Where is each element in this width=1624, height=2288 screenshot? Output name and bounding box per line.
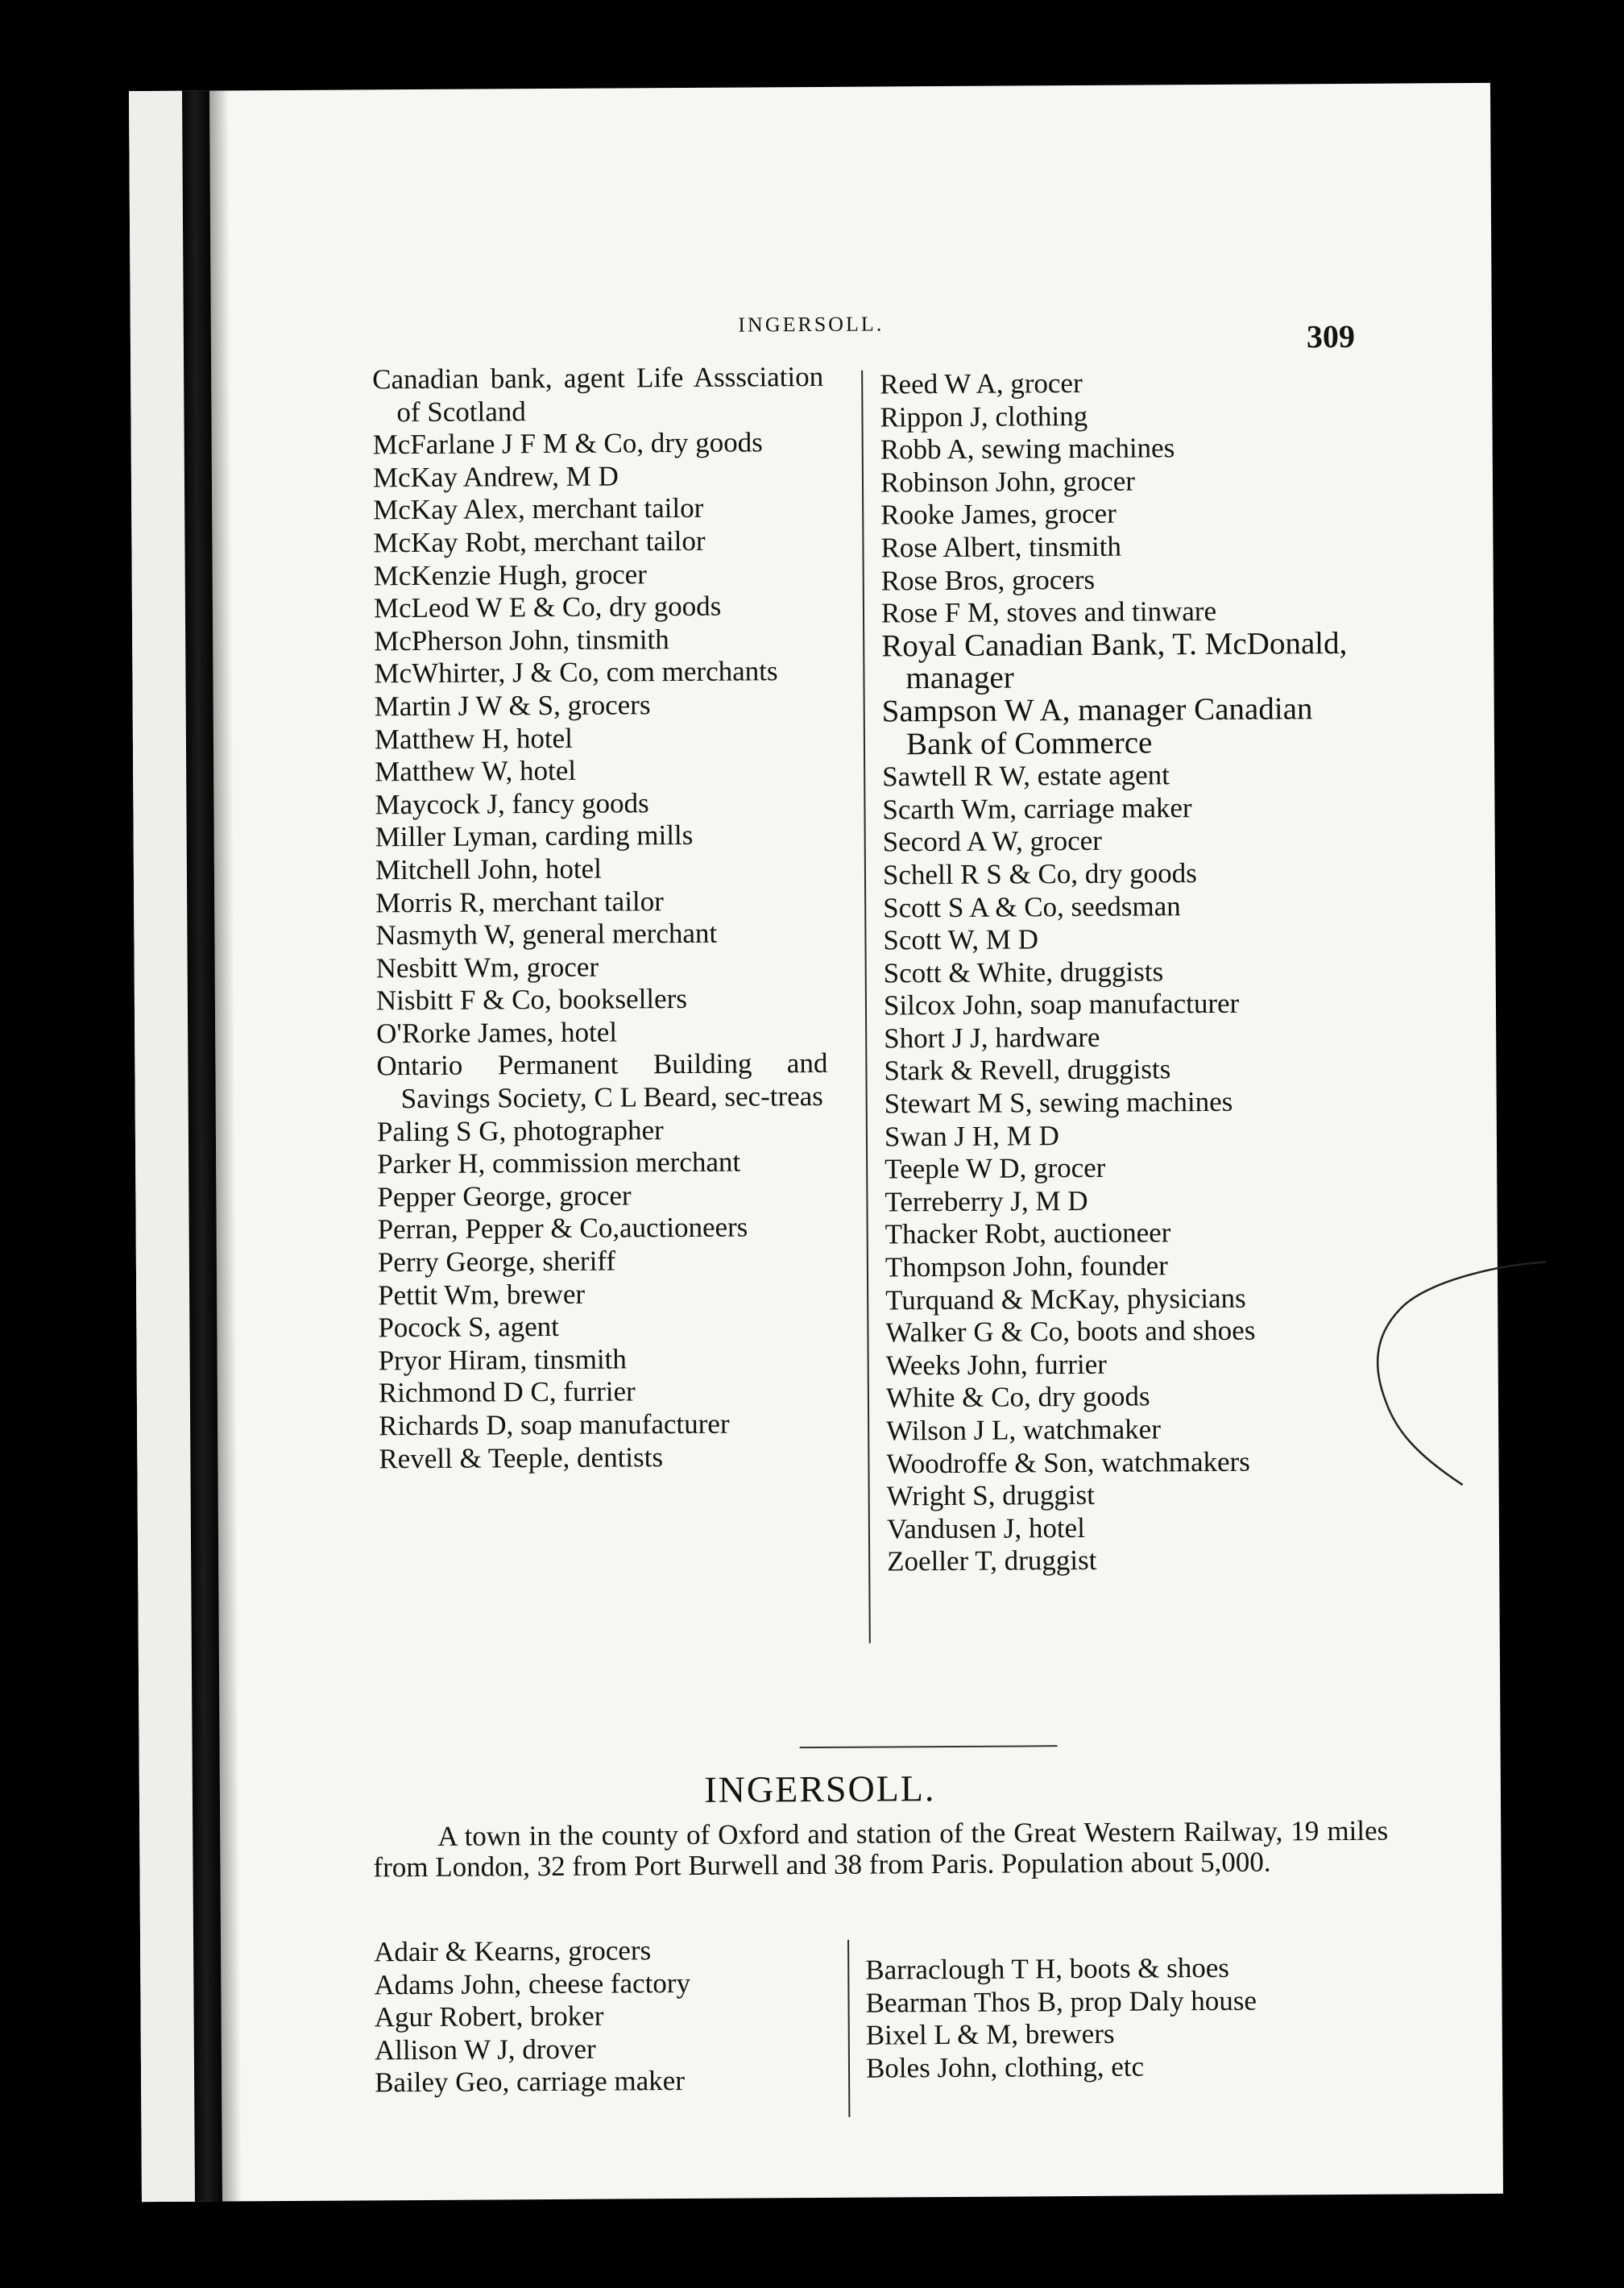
section-divider (800, 1745, 1058, 1748)
directory-entry: Ontario Permanent Building and Savings Society, C L Beard, sec-treas (376, 1047, 828, 1115)
directory-entry: Martin J W & S, grocers (374, 689, 651, 723)
directory-entry: Scott S A & Co, seedsman (883, 889, 1181, 923)
section-description: A town in the county of Oxford and station of the Great Western Railway, 19 miles from London, 32 from Port Burwell and 38 from Paris. Population about 5,000. (373, 1814, 1389, 1884)
directory-entry: Bixel L & M, brewers (865, 2017, 1115, 2051)
directory-entry: Stewart M S, sewing machines (884, 1085, 1233, 1120)
directory-entry: Matthew H, hotel (374, 722, 573, 755)
directory-entry: Paling S G, photographer (376, 1113, 664, 1147)
directory-entry: Mitchell John, hotel (375, 852, 602, 886)
directory-entry: Sawtell R W, estate agent (882, 759, 1170, 793)
directory-entry: Walker G & Co, boots and shoes (885, 1314, 1256, 1349)
directory-entry: Rippon J, clothing (880, 400, 1088, 433)
directory-entry: Maycock J, fancy goods (375, 786, 649, 821)
directory-entry: Perry George, sheriff (377, 1245, 616, 1279)
directory-entry: Rooke James, grocer (880, 498, 1116, 531)
directory-left-column (372, 361, 830, 1476)
directory-entry: Richards D, soap manufacturer (379, 1407, 730, 1442)
directory-entry: McKay Robt, merchant tailor (373, 524, 706, 559)
directory-entry: Scarth Wm, carriage maker (882, 791, 1192, 826)
page-number: 309 (1306, 317, 1356, 355)
directory-entry: Bailey Geo, carriage maker (375, 2065, 686, 2099)
directory-entry: Wright S, druggist (886, 1479, 1095, 1512)
directory-entry: Swan J H, M D (884, 1119, 1059, 1153)
directory-entry: Wilson J L, watchmaker (886, 1413, 1162, 1447)
ingersoll-left-column (374, 1934, 826, 2099)
directory-entry: White & Co, dry goods (885, 1380, 1150, 1414)
directory-entry: Sampson W A, manager Canadian Bank of Commerce (881, 691, 1313, 761)
directory-entry: Nisbitt F & Co, booksellers (375, 983, 688, 1017)
directory-entry: Miller Lyman, carding mills (375, 819, 694, 853)
directory-entry: Thacker Robt, auctioneer (884, 1217, 1171, 1250)
directory-entry: Vandusen J, hotel (886, 1511, 1085, 1545)
directory-entry: Canadian bank, agent Life Asssciation of Scotland (372, 360, 824, 428)
directory-entry: McKenzie Hugh, grocer (373, 557, 647, 591)
directory-entry: Silcox John, soap manufacturer (883, 988, 1240, 1022)
running-head: INGERSOLL. (738, 312, 884, 337)
directory-entry: Rose F M, stoves and tinware (880, 595, 1217, 629)
directory-entry: Woodroffe & Son, watchmakers (886, 1445, 1250, 1480)
directory-entry: Reed W A, grocer (880, 367, 1083, 400)
directory-entry: Zoeller T, druggist (887, 1544, 1097, 1577)
scanned-page (129, 83, 1503, 2202)
directory-entry: Nesbitt Wm, grocer (375, 951, 599, 984)
directory-entry: Robinson John, grocer (880, 465, 1136, 499)
pen-mark (1183, 1258, 1556, 1503)
directory-entry: Pryor Hiram, tinsmith (378, 1343, 627, 1377)
directory-entry: McLeod W E & Co, dry goods (373, 590, 722, 624)
directory-entry: Adair & Kearns, grocers (374, 1934, 652, 1968)
directory-entry: Pettit Wm, brewer (378, 1278, 586, 1311)
directory-entry: Allison W J, drover (374, 2033, 596, 2066)
directory-entry: Pepper George, grocer (377, 1179, 632, 1213)
directory-entry: Bearman Thos B, prop Daly house (865, 1984, 1257, 2019)
directory-entry: Rose Bros, grocers (880, 563, 1096, 597)
directory-entry: Revell & Teeple, dentists (379, 1440, 664, 1474)
column-divider (861, 371, 871, 1643)
directory-entry: Scott W, M D (883, 923, 1039, 956)
column-divider-lower (847, 1940, 850, 2117)
directory-entry: Barraclough T H, boots & shoes (865, 1951, 1230, 1986)
directory-entry: Parker H, commission merchant (377, 1146, 741, 1180)
directory-entry: McWhirter, J & Co, com merchants (374, 655, 778, 690)
directory-entry: Schell R S & Co, dry goods (882, 857, 1197, 891)
directory-entry: Terreberry J, M D (884, 1184, 1088, 1218)
ingersoll-right-column (865, 1951, 1382, 2085)
directory-entry: Robb A, sewing machines (880, 432, 1175, 466)
directory-entry: Perran, Pepper & Co,auctioneers (377, 1211, 748, 1246)
directory-entry: Secord A W, grocer (882, 825, 1103, 858)
directory-entry: Stark & Revell, druggists (884, 1053, 1171, 1087)
directory-entry: Thompson John, founder (884, 1250, 1169, 1283)
directory-entry: McKay Andrew, M D (372, 460, 619, 494)
directory-entry: McKay Alex, merchant tailor (373, 492, 704, 526)
directory-entry: Boles John, clothing, etc (865, 2050, 1145, 2084)
directory-entry: McFarlane J F M & Co, dry goods (372, 426, 763, 461)
directory-entry: Teeple W D, grocer (884, 1152, 1106, 1185)
directory-entry: Richmond D C, furrier (378, 1375, 636, 1409)
directory-entry: Morris R, merchant tailor (375, 885, 664, 918)
directory-entry: O'Rorke James, hotel (376, 1016, 618, 1050)
directory-entry: Nasmyth W, general merchant (375, 917, 718, 951)
directory-entry: Turquand & McKay, physicians (885, 1282, 1246, 1316)
directory-entry: McPherson John, tinsmith (374, 623, 669, 657)
directory-entry: Pocock S, agent (378, 1311, 560, 1344)
directory-entry: Royal Canadian Bank, T. McDonald, manager (881, 625, 1348, 696)
directory-entry: Matthew W, hotel (375, 754, 577, 788)
directory-entry: Short J J, hardware (884, 1021, 1100, 1055)
directory-entry: Scott & White, druggists (883, 955, 1164, 989)
directory-entry: Weeks John, furrier (885, 1348, 1107, 1382)
directory-entry: Rose Albert, tinsmith (880, 530, 1122, 564)
section-title: INGERSOLL. (704, 1768, 936, 1810)
directory-entry: Adams John, cheese factory (374, 1967, 691, 2000)
directory-entry: Agur Robert, broker (374, 2000, 604, 2033)
